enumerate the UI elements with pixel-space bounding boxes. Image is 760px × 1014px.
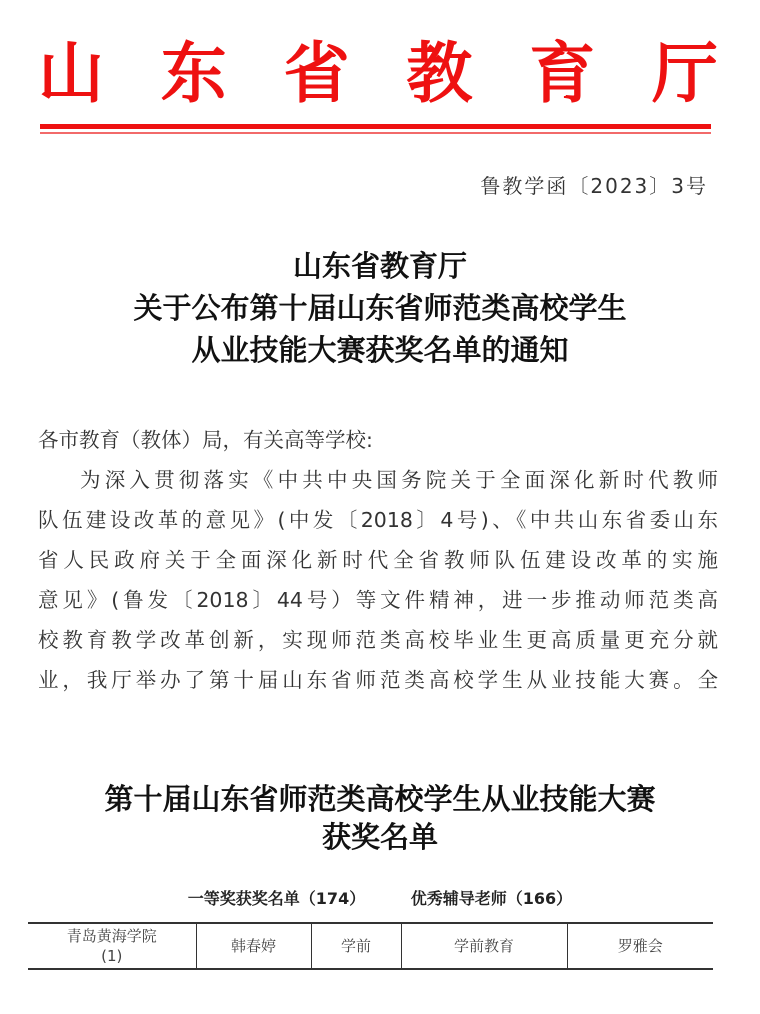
- salutation: 各市教育（教体）局，有关高等学校:: [38, 428, 373, 452]
- award-table: [28, 922, 713, 970]
- tutor-heading: 优秀辅导老师（166）: [410, 889, 573, 908]
- paragraph-line: 业，我厅举办了第十届山东省师范类高校学生从业技能大赛。全: [38, 668, 718, 692]
- masthead-char: 东: [160, 34, 227, 112]
- masthead-rule-thick: [40, 124, 711, 129]
- table-row: [28, 923, 713, 969]
- masthead-char: 教: [406, 34, 473, 112]
- document-number: 鲁教学函〔2023〕3号: [480, 174, 708, 198]
- title-line-1: 山东省教育厅: [292, 249, 467, 283]
- school-index: (1): [101, 947, 123, 965]
- masthead-org-name: [38, 34, 718, 112]
- paragraph-line: 意见》(鲁发〔2018〕44号）等文件精神，进一步推动师范类高: [38, 588, 718, 612]
- category-cell: 学前: [311, 923, 401, 969]
- title-line-3: 从业技能大赛获奖名单的通知: [191, 333, 569, 367]
- masthead-char: 山: [38, 34, 104, 112]
- list-headings: [0, 886, 760, 909]
- first-prize-heading: 一等奖获奖名单（174）: [187, 889, 366, 908]
- paragraph-line: 为深入贯彻落实《中共中央国务院关于全面深化新时代教师: [80, 468, 718, 492]
- tutor-cell: 罗雅会: [567, 923, 713, 969]
- student-cell: 韩春婷: [196, 923, 311, 969]
- title-line-2: 关于公布第十届山东省师范类高校学生: [133, 291, 627, 325]
- paragraph-line: 队伍建设改革的意见》(中发〔2018〕4号)、《中共山东省委山东: [38, 508, 718, 532]
- school-name: 青岛黄海学院: [66, 927, 157, 945]
- masthead-char: 省: [283, 34, 350, 112]
- major-cell: 学前教育: [401, 923, 567, 969]
- document-body: [38, 420, 718, 700]
- attachment-title: [0, 780, 760, 856]
- masthead-char: 厅: [651, 34, 718, 112]
- attachment-title-line-1: 第十届山东省师范类高校学生从业技能大赛: [104, 782, 656, 816]
- school-cell: [28, 923, 196, 969]
- paragraph-line: 省人民政府关于全面深化新时代全省教师队伍建设改革的实施: [38, 548, 718, 572]
- paragraph-line: 校教育教学改革创新，实现师范类高校毕业生更高质量更充分就: [38, 628, 718, 652]
- masthead-rule-thin: [40, 132, 711, 134]
- document-title: [0, 245, 760, 371]
- attachment-title-line-2: 获奖名单: [321, 820, 438, 854]
- masthead-char: 育: [529, 34, 596, 112]
